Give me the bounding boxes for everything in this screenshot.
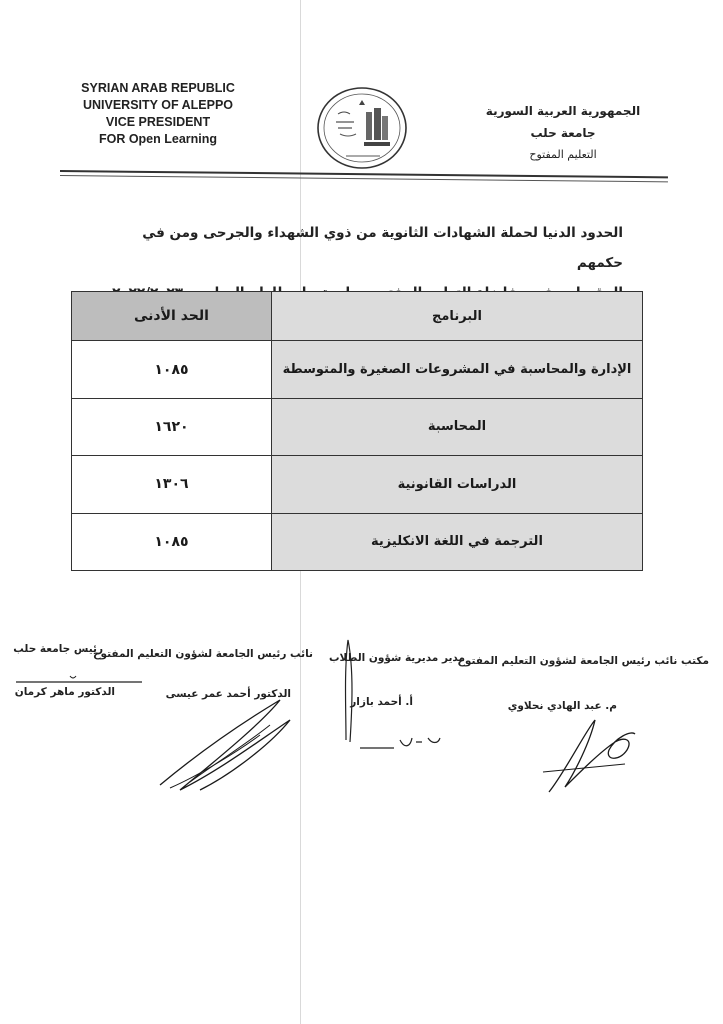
minimum-header: الحد الأدنى	[72, 292, 272, 341]
signatory-title: مدير مديرية شؤون الطلاب	[328, 652, 465, 664]
arabic-header-line: الجمهورية العربية السورية	[485, 104, 641, 118]
title-line: الحدود الدنيا لحملة الشهادات الثانوية من ذوي الشهداء والجرحى ومن في حكمهم	[142, 225, 623, 271]
signatory-title: رئيس جامعة حلب	[13, 643, 103, 655]
university-seal-logo	[316, 86, 408, 170]
english-header-line: FOR Open Learning	[98, 132, 218, 146]
minimum-cell: ١٣٠٦	[72, 456, 272, 513]
signature-line-mark	[10, 672, 150, 692]
minimums-table	[71, 291, 643, 571]
arabic-header	[483, 100, 643, 166]
english-header-line: VICE PRESIDENT	[105, 115, 211, 129]
minimum-cell: ١٠٨٥	[72, 341, 272, 398]
arabic-header-line: التعليم المفتوح	[529, 148, 597, 161]
program-cell: الإدارة والمحاسبة في المشروعات الصغيرة والمتوسطة	[271, 341, 642, 398]
table-row	[72, 341, 643, 398]
handwritten-signature-image	[535, 712, 640, 802]
english-header-line: UNIVERSITY OF ALEPPO	[82, 98, 234, 112]
english-header-line: SYRIAN ARAB REPUBLIC	[81, 81, 235, 95]
program-header: البرنامج	[271, 292, 642, 341]
signatory-name: الدكتور أحمد عمر عيسى	[165, 688, 291, 700]
header-divider	[60, 170, 668, 178]
minimum-cell: ١٦٢٠	[72, 398, 272, 455]
program-cell: المحاسبة	[271, 398, 642, 455]
signatory-title: مكتب نائب رئيس الجامعة لشؤون التعليم المفتوح	[457, 655, 709, 667]
minimum-cell: ١٠٨٥	[72, 513, 272, 570]
program-cell: الترجمة في اللغة الانكليزية	[271, 513, 642, 570]
english-header	[78, 80, 238, 148]
signatory-name: الدكتور ماهر كرمان	[14, 686, 115, 698]
signatory-title: نائب رئيس الجامعة لشؤون التعليم المفتوح	[92, 648, 313, 660]
program-cell: الدراسات القانونية	[271, 456, 642, 513]
signatory-name: أ. أحمد بازار	[350, 696, 413, 708]
handwritten-signature-image	[340, 630, 450, 760]
handwritten-signature-image	[150, 690, 300, 800]
table-header-row	[72, 292, 643, 341]
arabic-header-line: جامعة حلب	[530, 126, 596, 140]
signatory-name: م. عبد الهادي نحلاوي	[507, 700, 617, 712]
table-row	[72, 398, 643, 455]
table-row	[72, 513, 643, 570]
table-row	[72, 456, 643, 513]
